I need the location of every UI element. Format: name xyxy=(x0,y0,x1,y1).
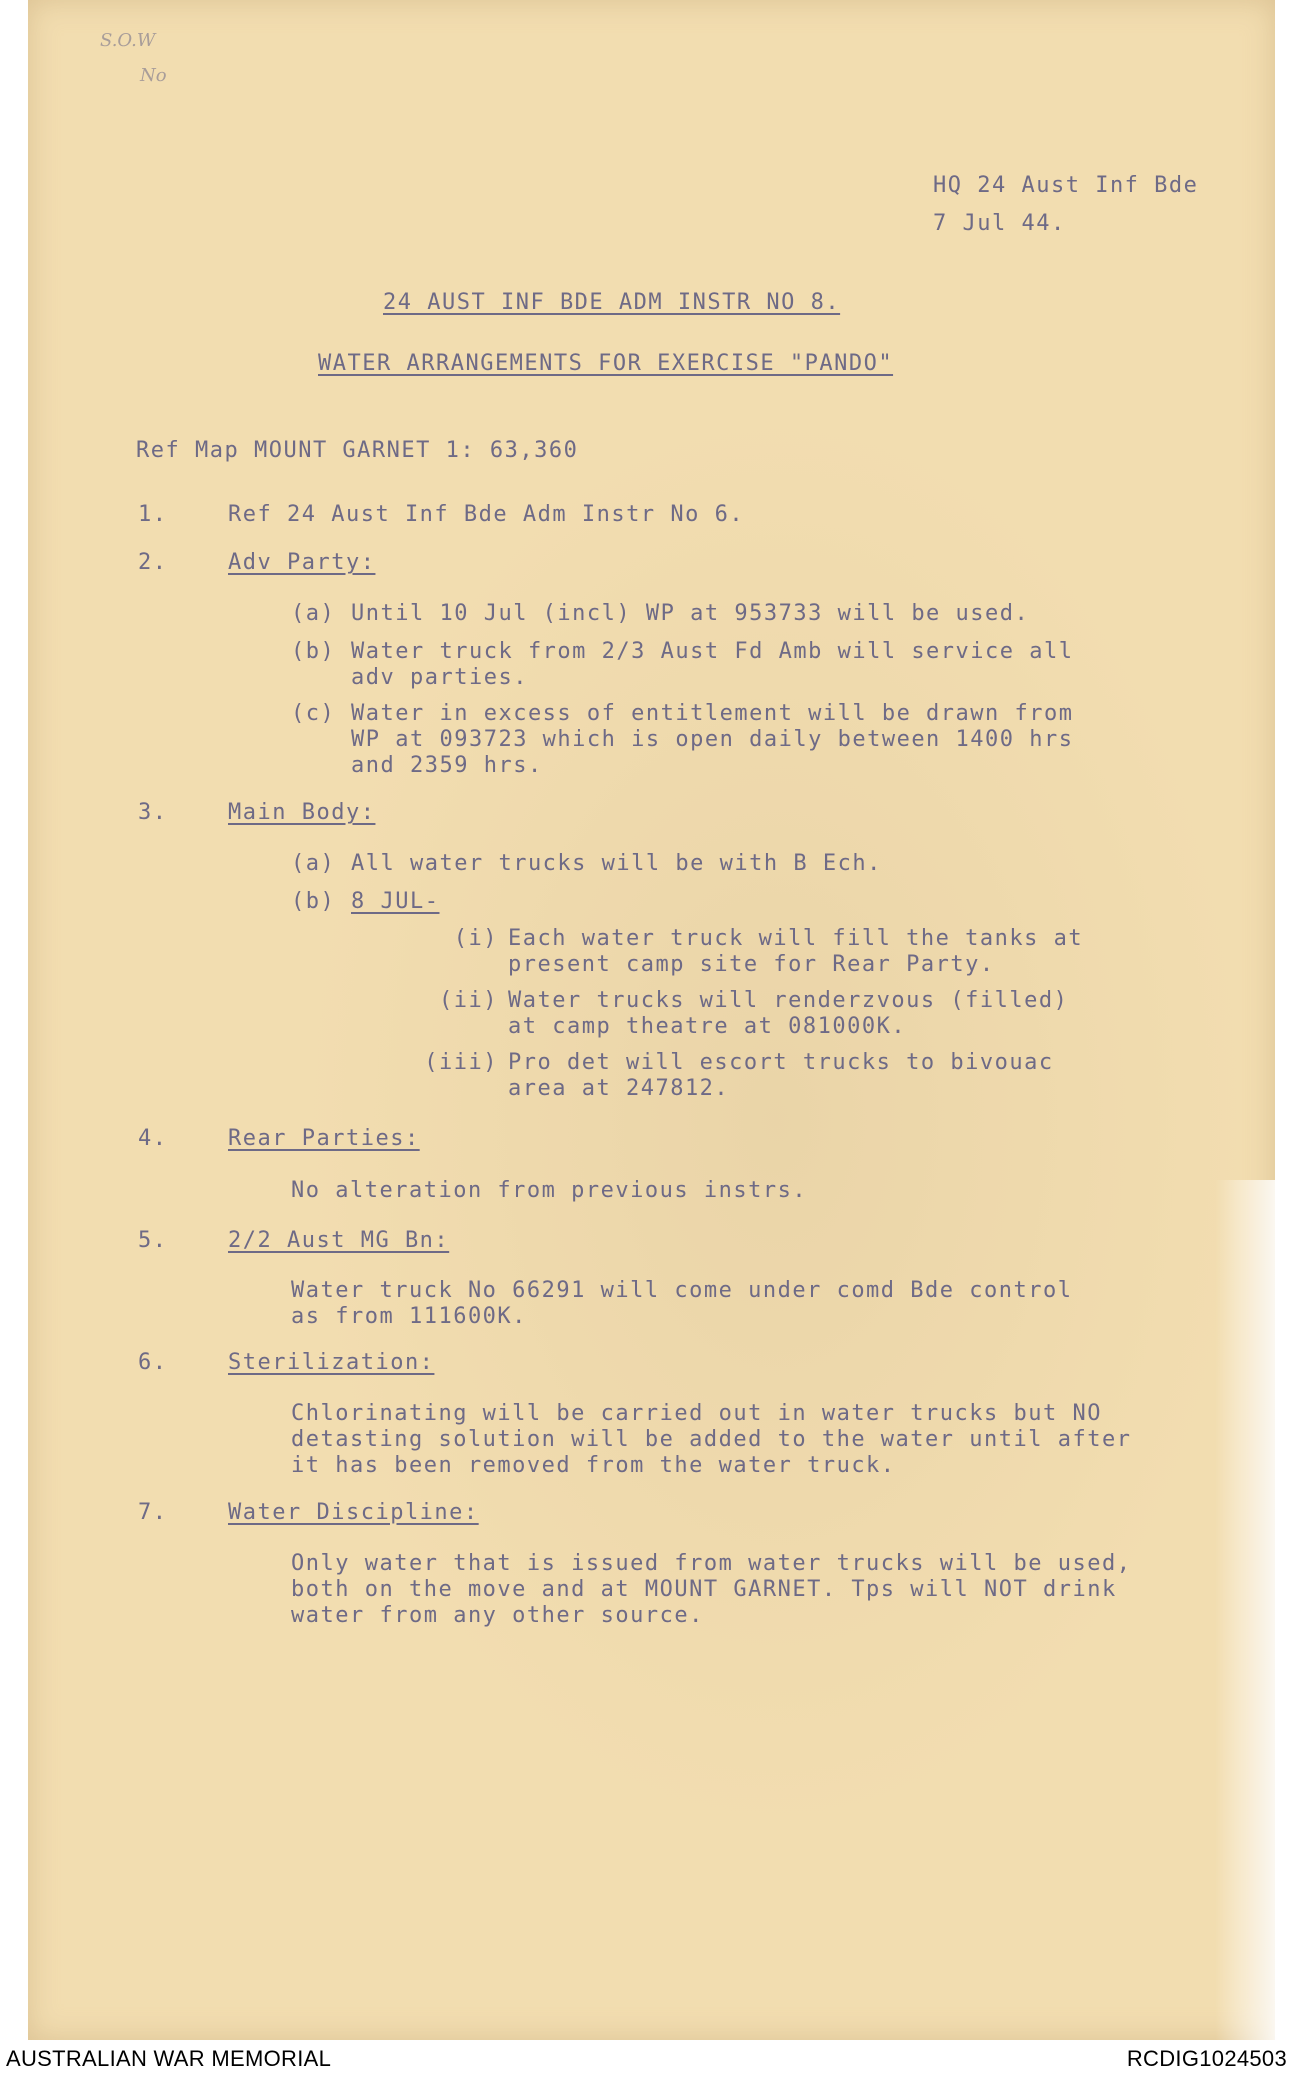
para-heading: Water Discipline: xyxy=(228,1500,479,1525)
para-number: 4. xyxy=(138,1126,168,1151)
sub-sub-para-label: (ii) xyxy=(439,988,498,1013)
header-date: 7 Jul 44. xyxy=(933,211,1066,236)
para-heading: Rear Parties: xyxy=(228,1126,420,1151)
para-number: 5. xyxy=(138,1228,168,1253)
para-heading: Adv Party: xyxy=(228,550,376,575)
sub-para-text: All water trucks will be with B Ech. xyxy=(351,851,882,876)
para-text: Chlorinating will be carried out in water trucks but NO detasting solution will be added to the water until after it has been removed from the water truck. xyxy=(291,1401,1132,1478)
sub-para-text: Until 10 Jul (incl) WP at 953733 will be used. xyxy=(351,601,1030,626)
sub-para-text: Water in excess of entitlement will be drawn from WP at 093723 which is open daily between 1400 hrs and 2359 hrs. xyxy=(351,701,1074,778)
para-text: No alteration from previous instrs. xyxy=(291,1178,808,1203)
document-subtitle: WATER ARRANGEMENTS FOR EXERCISE "PANDO" xyxy=(318,351,894,376)
ref-map: Ref Map MOUNT GARNET 1: 63,360 xyxy=(136,438,579,463)
header-hq: HQ 24 Aust Inf Bde xyxy=(933,173,1199,198)
footer-source: AUSTRALIAN WAR MEMORIAL xyxy=(6,2046,332,2071)
para-number: 1. xyxy=(138,502,168,527)
para-text: Ref 24 Aust Inf Bde Adm Instr No 6. xyxy=(228,502,745,527)
sub-para-label: (b) xyxy=(291,889,336,914)
para-text: Water truck No 66291 will come under comd Bde control as from 111600K. xyxy=(291,1278,1073,1329)
para-text: Only water that is issued from water trucks will be used, both on the move and at MOUNT GARNET. Tps will NOT drink water from any other source. xyxy=(291,1551,1132,1628)
para-heading: Main Body: xyxy=(228,800,376,825)
para-number: 3. xyxy=(138,800,168,825)
sub-sub-para-text: Each water truck will fill the tanks at present camp site for Rear Party. xyxy=(508,926,1084,977)
sub-sub-para-label: (iii) xyxy=(424,1050,498,1075)
sub-para-text: 8 JUL- xyxy=(351,889,440,914)
handwritten-marks: S.O.W No xyxy=(100,30,167,86)
para-heading: 2/2 Aust MG Bn: xyxy=(228,1228,450,1253)
sub-para-label: (a) xyxy=(291,851,336,876)
footer-id: RCDIG1024503 xyxy=(1126,2046,1287,2071)
para-number: 7. xyxy=(138,1500,168,1525)
document-page xyxy=(28,0,1275,2040)
para-number: 2. xyxy=(138,550,168,575)
sub-para-text: Water truck from 2/3 Aust Fd Amb will service all adv parties. xyxy=(351,639,1074,690)
sub-para-label: (b) xyxy=(291,639,336,664)
sub-sub-para-text: Water trucks will renderzvous (filled) at camp theatre at 081000K. xyxy=(508,988,1069,1039)
sub-para-label: (a) xyxy=(291,601,336,626)
para-number: 6. xyxy=(138,1350,168,1375)
sub-sub-para-label: (i) xyxy=(453,926,498,951)
para-heading: Sterilization: xyxy=(228,1350,435,1375)
document-title: 24 AUST INF BDE ADM INSTR NO 8. xyxy=(383,290,841,315)
sub-sub-para-text: Pro det will escort trucks to bivouac area at 247812. xyxy=(508,1050,1054,1101)
sub-para-label: (c) xyxy=(291,701,336,726)
